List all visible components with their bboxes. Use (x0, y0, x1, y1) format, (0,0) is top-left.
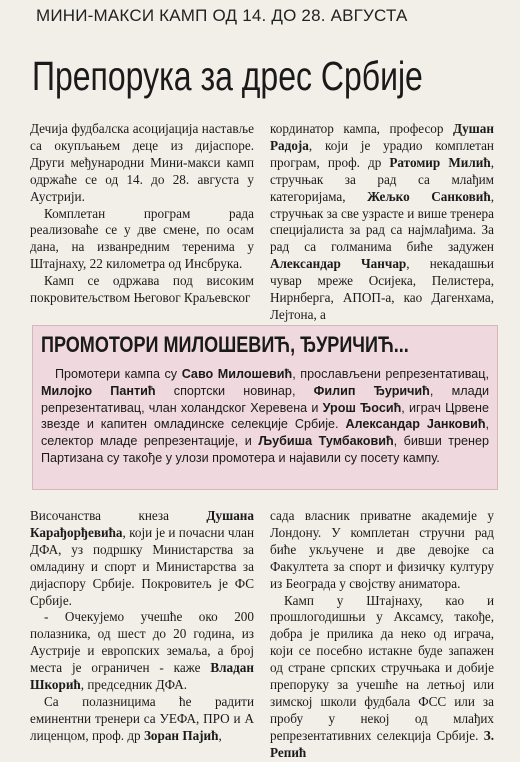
person-name: Душан Радоја (270, 121, 494, 153)
person-name: Ратомир Милић (389, 154, 491, 170)
person-name: Урош Ђосић (322, 400, 402, 415)
kicker: МИНИ-МАКСИ КАМП ОД 14. ДО 28. АВГУСТА (36, 6, 408, 25)
box-title: ПРОМОТОРИ МИЛОШЕВИЋ, ЂУРИЧИЋ... (41, 332, 409, 357)
article-column-4 (270, 508, 494, 762)
paragraph: Комплетан програм рада реализоваће се у две смене, по осам дана, на изванредним теренима у Штајнаху, 22 километра од Инсбрука. (30, 205, 254, 272)
person-name: Душана Карађорђевића (30, 508, 254, 540)
promoters-box (32, 325, 498, 490)
box-body (41, 366, 489, 467)
person-name: Александар Чанчар (270, 256, 407, 272)
person-name: Александар Јанковић (345, 417, 486, 432)
person-name: Саво Милошевић (181, 367, 293, 381)
paragraph: Камп се одржава под високим покровитељством Његовог Краљевског (30, 273, 254, 306)
paragraph: сада власник приватне академије у Лондону. У комплетан стручни рад биће укључене и две девојке са Факултета за спорт и физичку културу из Београда у својству аниматора. (270, 508, 494, 591)
person-name: Љубиша Тумбаковић (258, 434, 394, 449)
person-name: Филип Ђуричић (313, 383, 430, 398)
person-name: Зоран Пајић (143, 727, 219, 743)
paragraph: Камп у Штајнаху, као и прошлогодишњи у Аксамсу, такође, добра је прилика да неко од играча, који се посебно истакне буде запажен од стране српских стручњака и добије препоруку за учешће на летњој или зимској школи фудбала ФСС или за пробу у некој од млађих репрезентативних селекција Србије. З. Репић (270, 592, 494, 760)
paragraph: Дечија фудбалска асоцијација наставље са окупљањем деце из дијаспоре. Други међународни Мини-макси камп одржаће се од 14. до 28. августа у Аустрији. (30, 121, 254, 204)
headline: Препорука за дрес Србије (32, 53, 423, 99)
article-column-1 (30, 121, 254, 307)
person-name: Владан Шкорић (30, 660, 254, 693)
paragraph: Промотери кампа су Саво Милошевић, прослављени репрезентативац, Милојко Пантић спортски новинар, Филип Ђуричић, млади репрезентативац, члан холандског Херевена и Урош Ђосић, играч Црвене звезде и капитен омладинске селекције Србије. Александар Јанковић, селектор младе репрезентације, и Љубиша Тумбаковић, бивши тренер Партизана су такође у улози промотера и најавили су посету кампу. (41, 367, 490, 465)
author-signature: З. Репић (270, 727, 494, 760)
paragraph: - Очекујемо учешће око 200 полазника, од шест до 20 година, из Аустрије и европских земаља, а број места је ограничен - каже Владан Шкорић, председник ДФА. (30, 609, 254, 693)
person-name: Милојко Пантић (41, 383, 156, 398)
article-column-2 (270, 121, 494, 324)
person-name: Жељко Санковић (367, 188, 491, 204)
paragraph: кординатор кампа, професор Душан Радоја, који је урадио комплетан програм, проф. др Ратомир Милић, стручњак за рад са млађим категоријама, Жељко Санковић, стручњак за све узрасте и више тренера специјалиста за рад са најмлађима. За рад са голманима биће задужен Александар Чанчар, некадашњи чувар мреже Осијека, Пелистера, Нирнберга, АПОП-а, као Дагенхама, Лејтона, а (270, 121, 494, 322)
paragraph: Са полазницима ће радити еминентни тренери са УЕФА, ПРО и А лиценцом, проф. др Зоран Пајић, (30, 693, 254, 743)
article-column-3 (30, 508, 254, 745)
paragraph: Височанства кнеза Душана Карађорђевића, који је и почасни члан ДФА, уз подршку Министарства за омладину и спорт и Министарства за дијаспору Србије. Покровитељ је ФС Србије. (30, 508, 254, 608)
